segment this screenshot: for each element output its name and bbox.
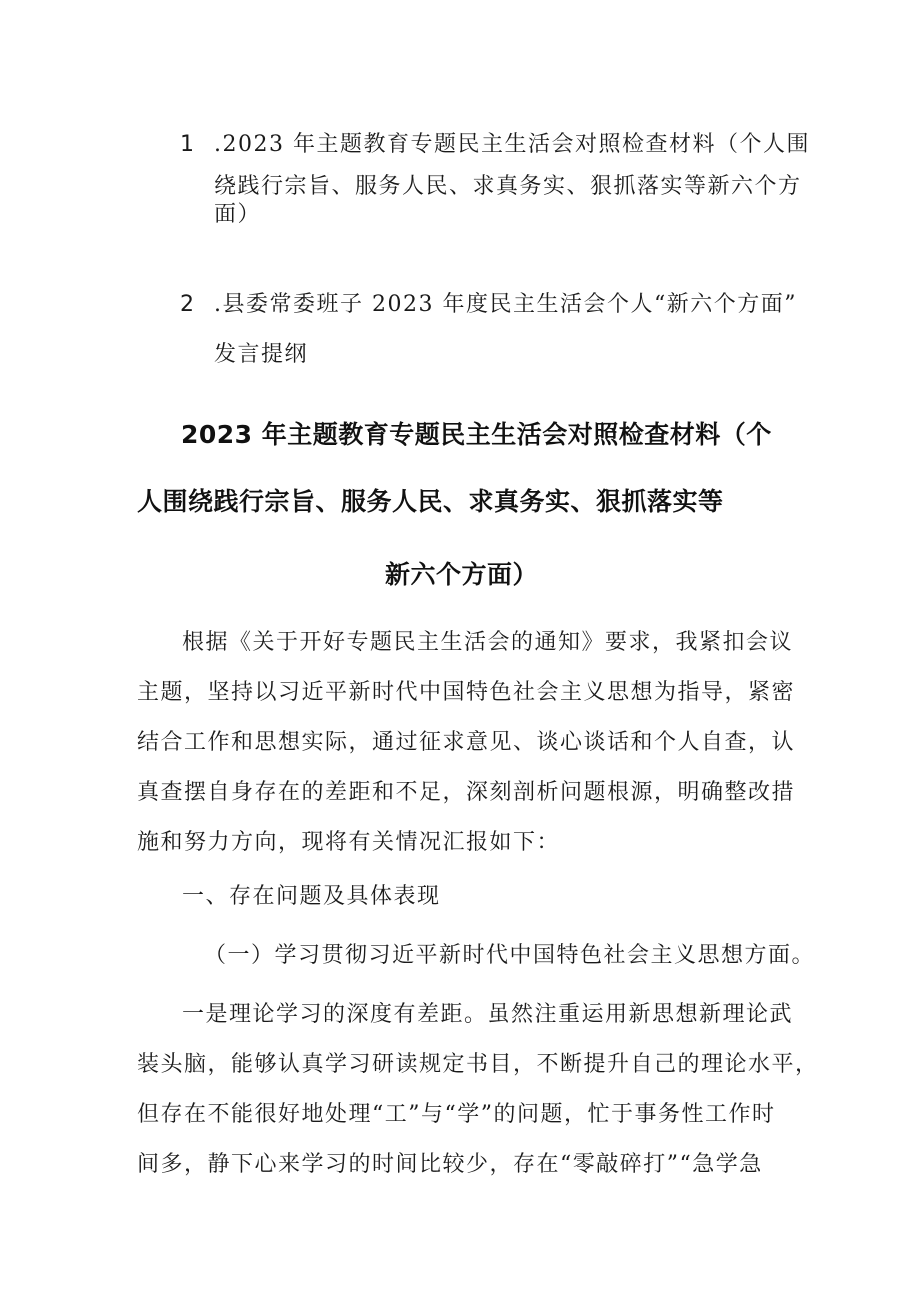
toc-item-1 [180, 130, 810, 160]
document-title-line: 2023 年主题教育专题民主生活会对照检查材料（个 [181, 420, 772, 449]
paragraph-line: 根据《关于开好专题民主生活会的通知》要求，我紧扣会议 [182, 630, 794, 655]
paragraph-line: 一是理论学习的深度有差距。虽然注重运用新思想新理论武 [182, 1002, 794, 1027]
paragraph-line: 结合工作和思想实际，通过征求意见、谈心谈话和个人自查，认 [137, 730, 796, 755]
toc-item-2 [180, 290, 797, 320]
paragraph-line: 间多，静下心来学习的时间比较少，存在“零敲碎打”“急学急 [137, 1152, 763, 1177]
paragraph-line: 施和努力方向，现将有关情况汇报如下： [137, 830, 561, 855]
section-heading: 一、存在问题及具体表现 [182, 884, 441, 909]
toc-item-continuation: 面） [214, 202, 262, 227]
subsection-heading: （一）学习贯彻习近平新时代中国特色社会主义思想方面。 [204, 943, 816, 968]
toc-item-number: 2 [180, 292, 196, 317]
document-title-line: 人围绕践行宗旨、服务人民、求真务实、狠抓落实等 [137, 487, 724, 516]
paragraph-line: 装头脑，能够认真学习研读规定书目，不断提升自己的理论水平， [137, 1052, 819, 1077]
paragraph-line: 主题，坚持以习近平新时代中国特色社会主义思想为指导，紧密 [137, 680, 796, 705]
toc-item-text: .2023 年主题教育专题民主生活会对照检查材料（个人围 [214, 132, 810, 157]
toc-item-continuation: 绕践行宗旨、服务人民、求真务实、狠抓落实等新六个方 [214, 174, 802, 199]
paragraph-line: 真查摆自身存在的差距和不足，深刻剖析问题根源，明确整改措 [137, 780, 796, 805]
toc-item-number: 1 [180, 132, 196, 157]
toc-item-continuation: 发言提纲 [214, 342, 309, 367]
paragraph-line: 但存在不能很好地处理“工”与“学”的问题，忙于事务性工作时 [137, 1102, 776, 1127]
toc-item-text: .县委常委班子 2023 年度民主生活会个人“新六个方面” [214, 292, 797, 317]
document-title-line: 新六个方面） [385, 560, 539, 589]
